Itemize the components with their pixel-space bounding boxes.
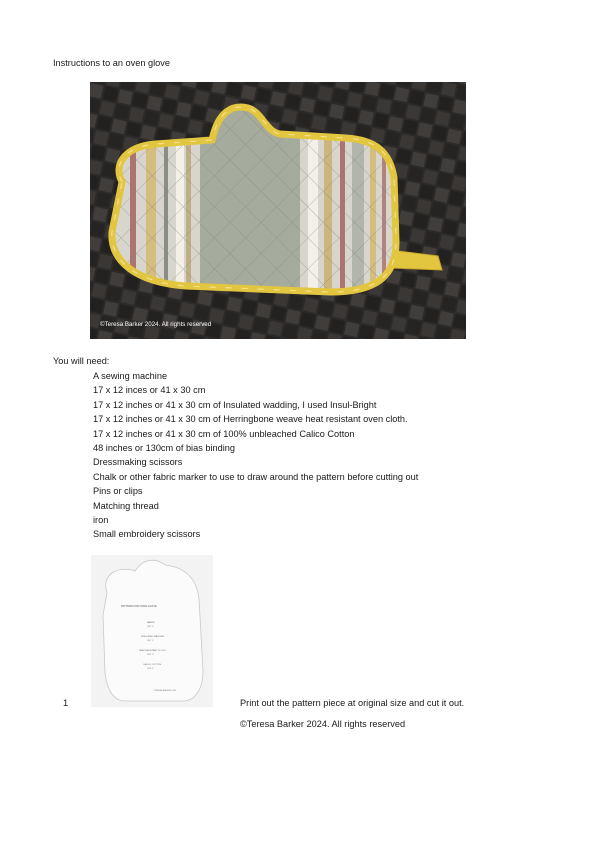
pattern-line: CALICO COTTON: [143, 664, 161, 666]
pattern-header: PATTERN FOR OVEN GLOVE: [121, 605, 157, 608]
list-item: 17 x 12 inces or 41 x 30 cm: [93, 385, 206, 396]
pattern-footer: ©TERESA BARKER 2024: [153, 690, 177, 692]
list-item: 17 x 12 inches or 41 x 30 cm of Herringbone weave heat resistant oven cloth.: [93, 414, 408, 425]
list-item: iron: [93, 515, 109, 526]
pattern-line: CUT 2: [147, 654, 154, 656]
list-item: Small embroidery scissors: [93, 529, 201, 540]
pattern-line: HEAT RESISTANT CLOTH: [139, 650, 166, 652]
step-text: Print out the pattern piece at original size and cut it out.: [240, 698, 465, 708]
list-item: 17 x 12 inches or 41 x 30 cm of 100% unbleached Calico Cotton: [93, 428, 355, 439]
list-item: Chalk or other fabric marker to use to draw around the pattern before cutting out: [93, 471, 419, 482]
oven-glove-photo: [90, 82, 466, 339]
step-number: 1: [63, 698, 69, 708]
pattern-piece-image: [91, 555, 213, 707]
pattern-line: CUT 2: [147, 626, 154, 628]
list-item: A sewing machine: [93, 371, 168, 381]
list-item: Matching thread: [93, 500, 159, 511]
materials-list: [93, 369, 418, 542]
pattern-line: INSULATED WADDING: [141, 636, 165, 638]
list-item: Pins or clips: [93, 486, 143, 497]
pattern-line: CUT 2: [147, 640, 154, 642]
document-title: Instructions to an oven glove: [53, 58, 170, 68]
list-item: 17 x 12 inches or 41 x 30 cm of Insulated wadding, I used Insul-Bright: [93, 399, 377, 410]
copyright-notice: ©Teresa Barker 2024. All rights reserved: [240, 719, 406, 729]
list-item: 48 inches or 130cm of bias binding: [93, 443, 235, 454]
photo-caption: ©Teresa Barker 2024. All rights reserved: [100, 321, 212, 328]
pattern-line: CUT 2: [147, 668, 154, 670]
you-will-need-heading: You will need:: [53, 356, 110, 366]
list-item: Dressmaking scissors: [93, 457, 183, 468]
pattern-line: FABRIC: [147, 622, 155, 624]
